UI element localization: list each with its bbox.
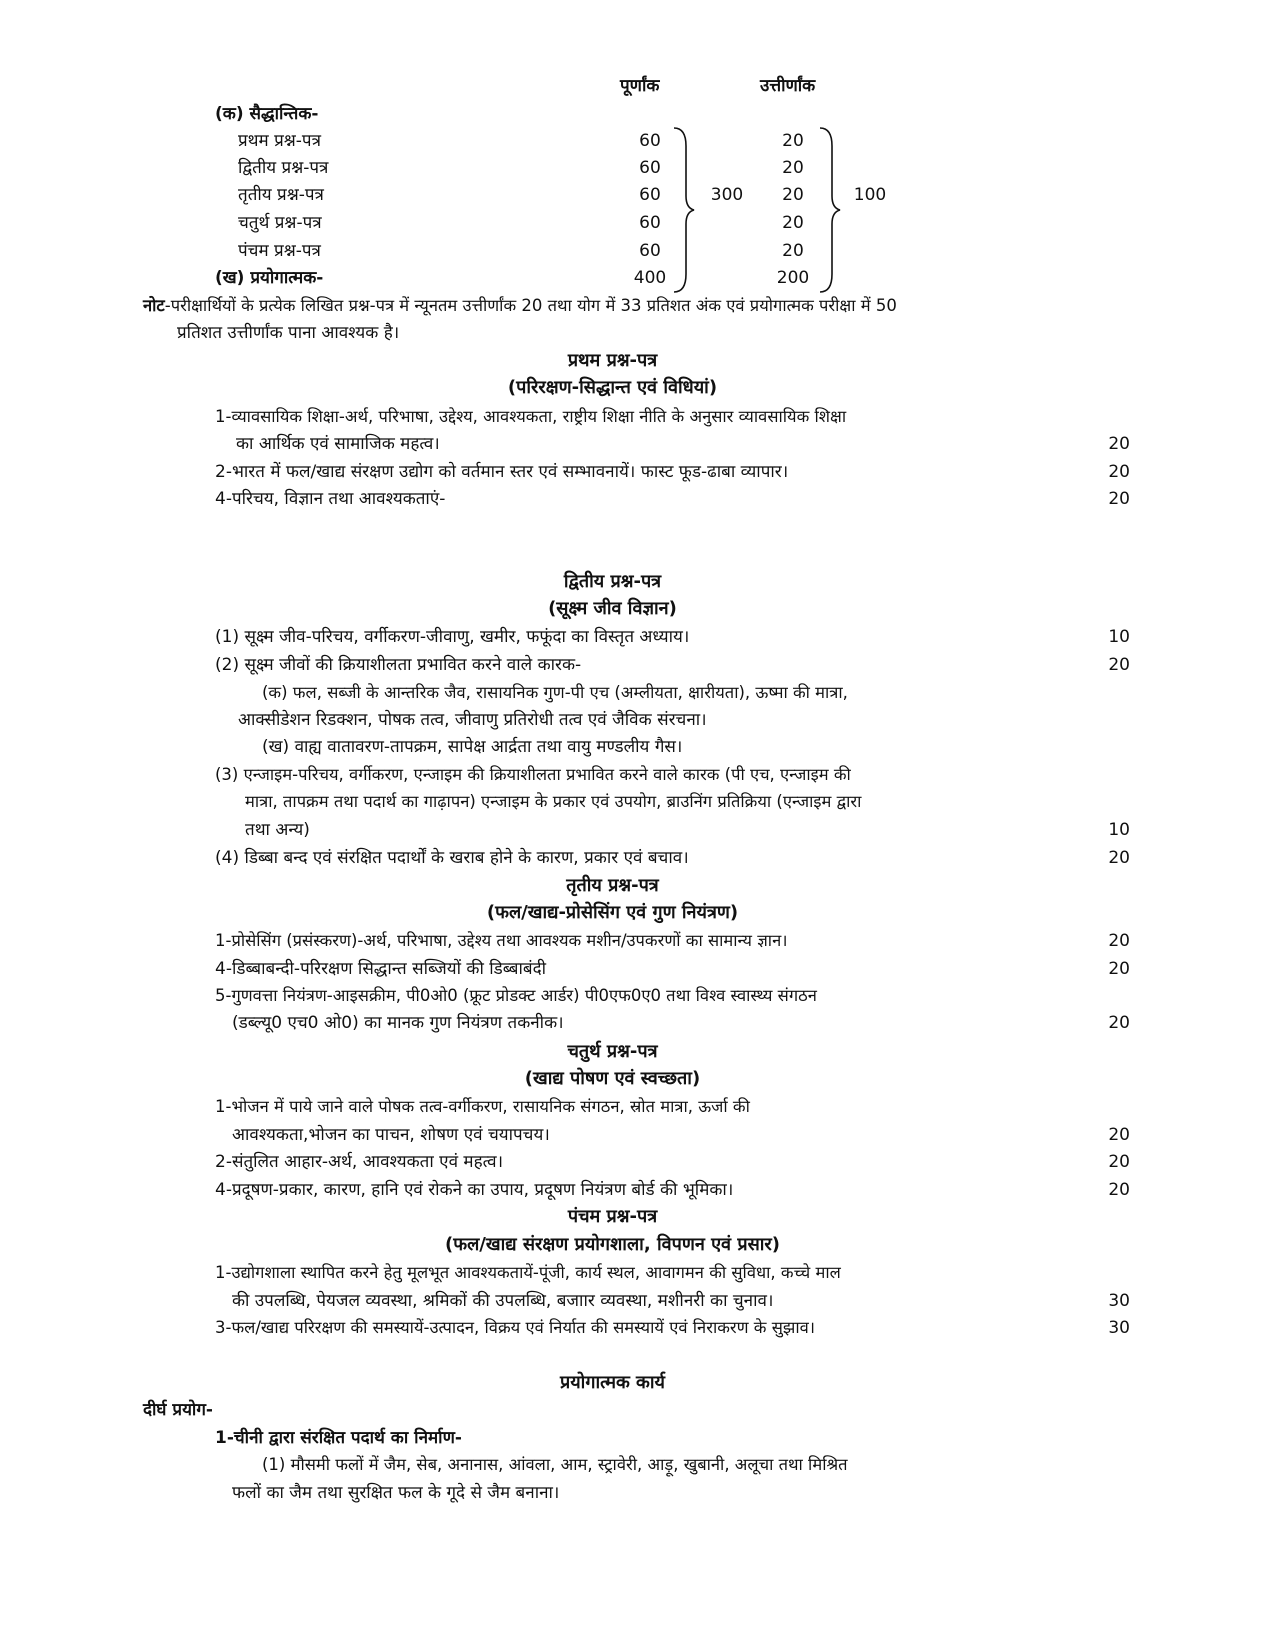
paper-4-item-1-line-1: 1-भोजन में पाये जाने वाले पोषक तत्व-वर्गीकरण, रासायनिक संगठन, स्रोत मात्रा, ऊर्जा की xyxy=(215,1097,750,1116)
table-row-pass: 20 xyxy=(782,158,804,178)
paper-2-title: द्वितीय प्रश्न-पत्र xyxy=(563,571,662,592)
brace-pass-marks xyxy=(818,126,842,294)
paper-5-item-2: 3-फल/खाद्य परिरक्षण की समस्यायें-उत्पादन, विक्रय एवं निर्यात की समस्यायें एवं निराकरण के सुझाव। xyxy=(215,1318,816,1337)
paper-3-item-3-line-2: (डब्ल्यू0 एच0 ओ0) का मानक गुण नियंत्रण तकनीक। xyxy=(232,1013,564,1033)
paper-2-item-4-marks: 20 xyxy=(1108,848,1130,868)
col-header-full-marks: पूर्णांक xyxy=(620,76,660,96)
table-row-label: चतुर्थ प्रश्न-पत्र xyxy=(238,213,322,233)
paper-4-item-1-line-2: आवश्यकता,भोजन का पाचन, शोषण एवं चयापचय। xyxy=(232,1125,550,1145)
paper-5-item-1-line-2: की उपलब्धि, पेयजल व्यवस्था, श्रमिकों की उपलब्धि, बजाार व्यवस्था, मशीनरी का चुनाव। xyxy=(232,1291,774,1311)
note-line-1: -परीक्षार्थियों के प्रत्येक लिखित प्रश्न-पत्र में न्यूनतम उत्तीर्णांक 20 तथा योग में 33 प्रतिशत अंक एवं प्रयोगात्मक परीक्षा में 50 xyxy=(164,296,897,315)
paper-3-item-3-marks: 20 xyxy=(1108,1013,1130,1033)
table-row-pass: 20 xyxy=(782,241,804,261)
paper-1-item-1-line-1: 1-व्यावसायिक शिक्षा-अर्थ, परिभाषा, उद्देश्य, आवश्यकता, राष्ट्रीय शिक्षा नीति के अनुसार व्यावसायिक शिक्षा xyxy=(215,407,847,426)
paper-2-item-2a-line-2: आक्सीडेशन रिडक्शन, पोषक तत्व, जीवाणु प्रतिरोधी तत्व एवं जैविक संरचना। xyxy=(238,710,707,730)
long-experiment-heading: दीर्घ प्रयोग- xyxy=(143,1400,213,1420)
paper-3-item-2: 4-डिब्बाबन्दी-परिरक्षण सिद्धान्त सब्जियों की डिब्बाबंदी xyxy=(215,959,546,979)
paper-1-item-2-marks: 20 xyxy=(1108,462,1130,482)
paper-1-subtitle: (परिरक्षण-सिद्धान्त एवं विधियां) xyxy=(507,377,718,398)
table-row-label: प्रथम प्रश्न-पत्र xyxy=(238,131,321,151)
paper-5-item-1-line-1: 1-उद्योगशाला स्थापित करने हेतु मूलभूत आवश्यकतायें-पूंजी, कार्य स्थल, आवागमन की सुविधा, कच्चे माल xyxy=(215,1263,841,1282)
practical-item-1-sub-line-2: फलों का जैम तथा सुरक्षित फल के गूदे से जैम बनाना। xyxy=(232,1483,560,1503)
paper-5-item-2-marks: 30 xyxy=(1108,1318,1130,1338)
paper-3-item-1-marks: 20 xyxy=(1108,931,1130,951)
paper-2-item-2b: (ख) वाह्य वातावरण-तापक्रम, सापेक्ष आर्द्रता तथा वायु मण्डलीय गैस। xyxy=(262,737,683,757)
paper-4-item-2-marks: 20 xyxy=(1108,1152,1130,1172)
practical-item-1-heading: 1-चीनी द्वारा संरक्षित पदार्थ का निर्माण- xyxy=(215,1428,462,1448)
table-row-full: 60 xyxy=(639,158,661,178)
table-row-full: 60 xyxy=(639,131,661,151)
paper-4-item-1-marks: 20 xyxy=(1108,1125,1130,1145)
practical-pass: 200 xyxy=(776,268,810,288)
practical-heading: (ख) प्रयोगात्मक- xyxy=(215,268,324,288)
paper-3-subtitle: (फल/खाद्य-प्रोसेसिंग एवं गुण नियंत्रण) xyxy=(486,902,739,923)
col-header-pass-marks: उत्तीर्णांक xyxy=(760,76,816,96)
paper-4-item-3: 4-प्रदूषण-प्रकार, कारण, हानि एवं रोकने का उपाय, प्रदूषण नियंत्रण बोर्ड की भूमिका। xyxy=(215,1180,734,1200)
paper-3-item-3-line-1: 5-गुणवत्ता नियंत्रण-आइसक्रीम, पी0ओ0 (फ्रूट प्रोडक्ट आर्डर) पी0एफ0ए0 तथा विश्व स्वास्थ्य संगठन xyxy=(215,986,817,1005)
theory-heading: (क) सैद्धान्तिक- xyxy=(215,104,319,124)
paper-2-item-1: (1) सूक्ष्म जीव-परिचय, वर्गीकरण-जीवाणु, खमीर, फफूंदा का विस्तृत अध्याय। xyxy=(215,627,690,647)
table-row-full: 60 xyxy=(639,241,661,261)
paper-2-item-4: (4) डिब्बा बन्द एवं संरक्षित पदार्थों के खराब होने के कारण, प्रकार एवं बचाव। xyxy=(215,848,689,868)
paper-1-item-1-line-2: का आर्थिक एवं सामाजिक महत्व। xyxy=(236,434,440,454)
table-row-label: पंचम प्रश्न-पत्र xyxy=(238,241,321,261)
table-row-full: 60 xyxy=(639,185,661,205)
brace-full-marks xyxy=(672,126,696,294)
paper-4-title: चतुर्थ प्रश्न-पत्र xyxy=(567,1041,658,1062)
note-line-2: प्रतिशत उत्तीर्णांक पाना आवश्यक है। xyxy=(177,323,400,343)
paper-2-item-3-marks: 10 xyxy=(1108,820,1130,840)
table-row-pass: 20 xyxy=(782,213,804,233)
paper-1-item-3-marks: 20 xyxy=(1108,489,1130,509)
practical-full: 400 xyxy=(633,268,667,288)
total-full-marks: 300 xyxy=(710,185,744,205)
paper-1-item-1-marks: 20 xyxy=(1108,434,1130,454)
paper-2-item-2: (2) सूक्ष्म जीवों की क्रियाशीलता प्रभावित करने वाले कारक- xyxy=(215,655,582,675)
paper-5-subtitle: (फल/खाद्य संरक्षण प्रयोगशाला, विपणन एवं प्रसार) xyxy=(445,1234,780,1255)
table-row-full: 60 xyxy=(639,213,661,233)
paper-3-title: तृतीय प्रश्न-पत्र xyxy=(566,875,659,896)
paper-4-item-3-marks: 20 xyxy=(1108,1180,1130,1200)
table-row-pass: 20 xyxy=(782,131,804,151)
paper-2-item-3-line-2: मात्रा, तापक्रम तथा पदार्थ का गाढ़ापन) एन्जाइम के प्रकार एवं उपयोग, ब्राउनिंग प्रतिक्रिया (एन्जाइम द्वारा xyxy=(245,792,862,811)
table-row-label: तृतीय प्रश्न-पत्र xyxy=(238,185,324,205)
paper-4-item-2: 2-संतुलित आहार-अर्थ, आवश्यकता एवं महत्व। xyxy=(215,1152,504,1172)
paper-2-item-3-line-3: तथा अन्य) xyxy=(245,820,310,840)
paper-4-subtitle: (खाद्य पोषण एवं स्वच्छता) xyxy=(524,1068,701,1089)
paper-2-item-2a-line-1: (क) फल, सब्जी के आन्तरिक जैव, रासायनिक गुण-पी एच (अम्लीयता, क्षारीयता), ऊष्मा की मात्रा, xyxy=(262,683,848,702)
table-row-pass: 20 xyxy=(782,185,804,205)
paper-3-item-2-marks: 20 xyxy=(1108,959,1130,979)
practical-item-1-sub-line-1: (1) मौसमी फलों में जैम, सेब, अनानास, आंवला, आम, स्ट्रावेरी, आड़ू, खुबानी, अलूचा तथा मिश्रित xyxy=(262,1455,848,1474)
paper-5-title: पंचम प्रश्न-पत्र xyxy=(567,1206,658,1227)
paper-2-item-1-marks: 10 xyxy=(1108,627,1130,647)
note-prefix: नोट xyxy=(143,296,165,315)
paper-1-item-2: 2-भारत में फल/खाद्य संरक्षण उद्योग को वर्तमान स्तर एवं सम्भावनायें। फास्ट फूड-ढाबा व्यापार। xyxy=(215,462,789,482)
paper-2-subtitle: (सूक्ष्म जीव विज्ञान) xyxy=(548,598,677,619)
paper-1-title: प्रथम प्रश्न-पत्र xyxy=(567,350,658,371)
paper-1-item-3: 4-परिचय, विज्ञान तथा आवश्यकताएं- xyxy=(215,489,446,509)
practical-work-title: प्रयोगात्मक कार्य xyxy=(560,1372,665,1393)
paper-2-item-2-marks: 20 xyxy=(1108,655,1130,675)
paper-2-item-3-line-1: (3) एन्जाइम-परिचय, वर्गीकरण, एन्जाइम की क्रियाशीलता प्रभावित करने वाले कारक (पी एच, एन्जाइम की xyxy=(215,765,851,784)
table-row-label: द्वितीय प्रश्न-पत्र xyxy=(238,158,329,178)
paper-5-item-1-marks: 30 xyxy=(1108,1291,1130,1311)
total-pass-marks: 100 xyxy=(853,185,887,205)
paper-3-item-1: 1-प्रोसेसिंग (प्रसंस्करण)-अर्थ, परिभाषा, उद्देश्य तथा आवश्यक मशीन/उपकरणों का सामान्य ज्ञान। xyxy=(215,931,788,950)
